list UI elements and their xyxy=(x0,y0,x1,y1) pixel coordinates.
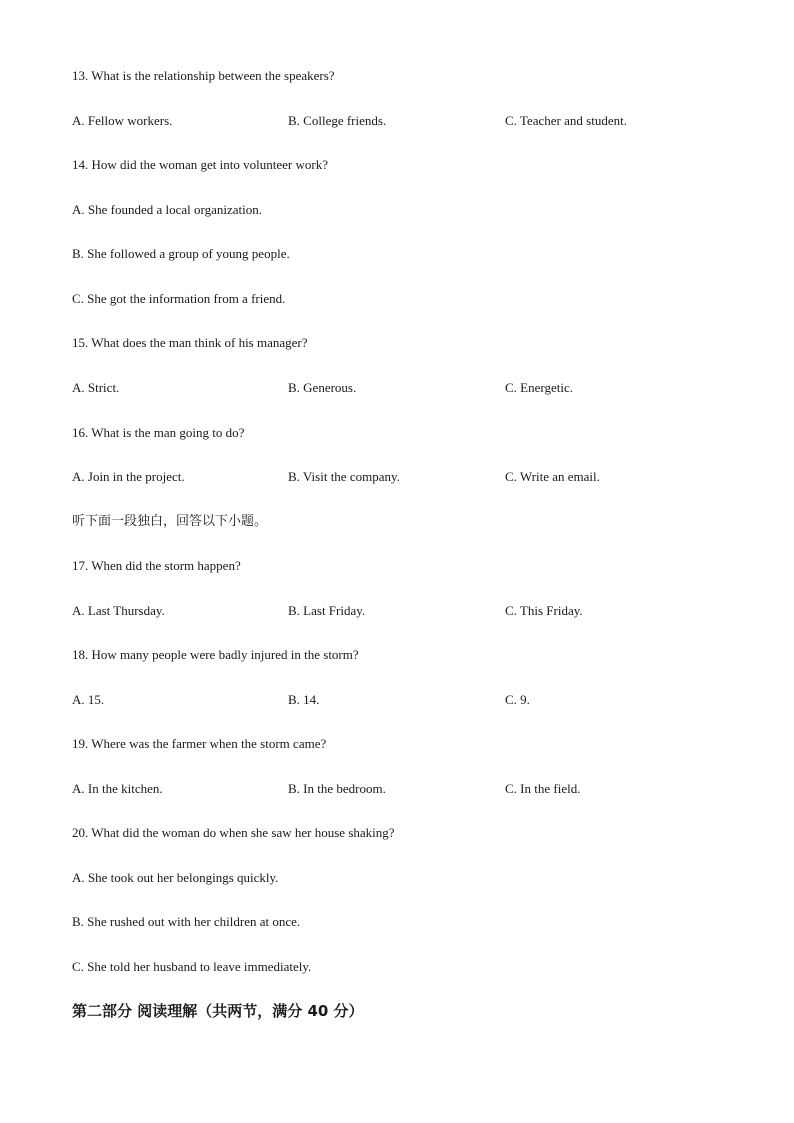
question-15: 15. What does the man think of his manager? xyxy=(72,335,308,350)
option-c: C. In the field. xyxy=(505,781,581,796)
option-b: B. She rushed out with her children at once. xyxy=(72,914,301,929)
option-b: B. She followed a group of young people. xyxy=(72,246,290,261)
question-17: 17. When did the storm happen? xyxy=(72,558,241,573)
option-c: C. Teacher and student. xyxy=(505,113,627,128)
question-19-options xyxy=(72,780,722,798)
question-19: 19. Where was the farmer when the storm came? xyxy=(72,736,327,751)
question-15-options xyxy=(72,379,722,397)
question-16-options xyxy=(72,468,722,486)
question-18-options xyxy=(72,691,722,709)
option-b: B. 14. xyxy=(288,692,320,707)
option-c: C. Energetic. xyxy=(505,380,573,395)
option-a: A. In the kitchen. xyxy=(72,781,163,796)
option-b: B. College friends. xyxy=(288,113,387,128)
question-13-options xyxy=(72,112,722,130)
option-a: A. Last Thursday. xyxy=(72,603,165,618)
option-a: A. Join in the project. xyxy=(72,469,185,484)
section-heading: 第二部分 阅读理解（共两节，满分 40 分） xyxy=(72,1002,364,1020)
question-20: 20. What did the woman do when she saw her house shaking? xyxy=(72,825,395,840)
option-b: B. Visit the company. xyxy=(288,469,400,484)
question-17-options xyxy=(72,602,722,620)
option-c: C. Write an email. xyxy=(505,469,600,484)
option-a: A. Fellow workers. xyxy=(72,113,173,128)
option-a: A. Strict. xyxy=(72,380,120,395)
option-c: C. She told her husband to leave immediately. xyxy=(72,959,312,974)
option-b: B. Last Friday. xyxy=(288,603,366,618)
question-13: 13. What is the relationship between the speakers? xyxy=(72,68,335,83)
option-c: C. She got the information from a friend. xyxy=(72,291,286,306)
monologue-instruction: 听下面一段独白，回答以下小题。 xyxy=(72,514,268,529)
option-b: B. Generous. xyxy=(288,380,357,395)
question-16: 16. What is the man going to do? xyxy=(72,425,245,440)
option-b: B. In the bedroom. xyxy=(288,781,386,796)
option-a: A. 15. xyxy=(72,692,105,707)
option-c: C. This Friday. xyxy=(505,603,583,618)
option-a: A. She took out her belongings quickly. xyxy=(72,870,279,885)
option-a: A. She founded a local organization. xyxy=(72,202,263,217)
question-14: 14. How did the woman get into volunteer work? xyxy=(72,157,328,172)
option-c: C. 9. xyxy=(505,692,530,707)
question-18: 18. How many people were badly injured in the storm? xyxy=(72,647,359,662)
